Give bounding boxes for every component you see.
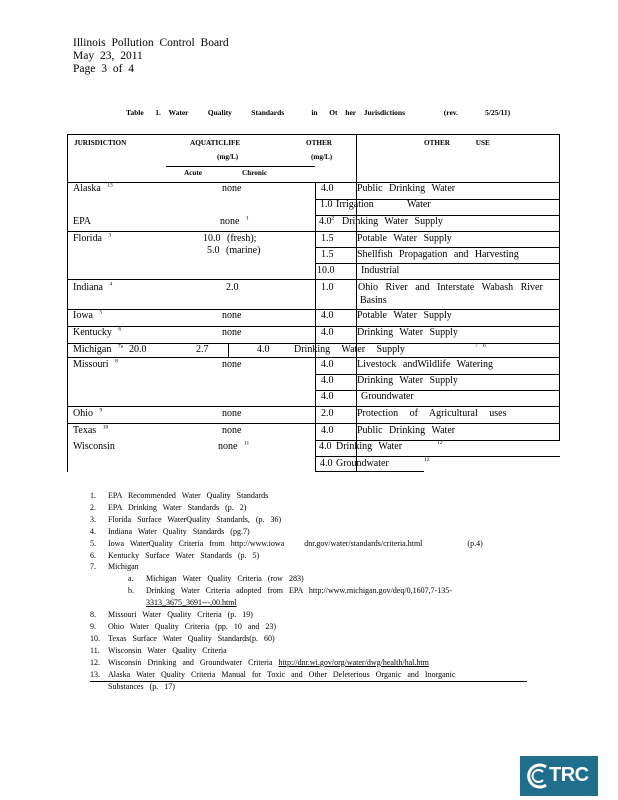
row-texas-use: Public Drinking Water: [357, 425, 456, 436]
row-missouri-other-3: 4.0: [321, 391, 334, 402]
row-epa-other: $4.0^2$: [319, 215, 335, 227]
footnotes: [90, 490, 483, 692]
row-michigan-other: 4.0: [257, 344, 270, 355]
footnote-1: 1. EPA Recommended Water Quality Standards: [90, 491, 269, 500]
header-other-use: OTHER USE: [424, 139, 490, 147]
row-indiana-other: 1.0: [321, 282, 334, 293]
row-kentucky-other: 4.0: [321, 327, 334, 338]
row-kentucky-aquatic: none: [222, 327, 242, 338]
row-epa-use: Drinking Water Supply: [342, 216, 443, 227]
row-ohio-use: Protection of Agricultural uses: [357, 408, 507, 419]
row-wisconsin-aquatic: none $^{11}$: [218, 440, 250, 452]
row-alaska-aquatic: none: [222, 183, 242, 194]
footnote-7b-link[interactable]: http://www.michigan.gov/deq/0,1607,7-135-: [308, 586, 452, 596]
header-aquatic-unit: (mg/L): [217, 153, 239, 161]
row-florida-aquatic-fresh: 10.0 (fresh);: [203, 233, 257, 244]
row-texas-aquatic: none: [222, 425, 242, 436]
row-wisconsin-groundwater: 4.0 Groundwater: [320, 458, 389, 469]
footnote-2: 2. EPA Drinking Water Standards (p. 2): [90, 502, 247, 512]
row-texas-other: 4.0: [321, 425, 334, 436]
row-michigan-name: Michigan $^{7a}$: [73, 343, 124, 355]
document-header: [73, 37, 229, 76]
row-epa-name: EPA: [73, 216, 91, 227]
footnote-7: 7. Michigan: [90, 562, 139, 572]
footnote-13: 13. Alaska Water Quality Criteria Manual for Toxic and Other Deleterious Organic and Inorganic: [90, 669, 456, 679]
row-florida-use-3: Industrial: [361, 265, 400, 276]
row-indiana-use-2: Basins: [360, 295, 387, 306]
row-missouri-use-3: Groundwater: [361, 391, 414, 402]
footnote-8: 8. Missouri Water Quality Criteria (p. 19): [90, 610, 253, 620]
row-indiana-use-1: Ohio River and Interstate Wabash River: [358, 282, 543, 293]
row-ohio-aquatic: none: [222, 408, 242, 419]
header-other-unit: (mg/L): [311, 153, 333, 161]
row-iowa-use: Potable Water Supply: [357, 310, 452, 321]
row-ohio-name: Ohio $^9$: [73, 407, 103, 419]
trc-logo-text: TRC: [549, 764, 589, 786]
row-michigan-use-note: 7 b: [475, 343, 486, 349]
row-wisconsin-use-note: 12: [437, 440, 443, 446]
header-date: May 23, 2011: [73, 50, 143, 62]
row-alaska-name: Alaska $^{13}$: [73, 182, 113, 194]
row-texas-name: Texas $^{10}$: [73, 424, 109, 436]
row-alaska-other: 4.0: [321, 183, 334, 194]
row-kentucky-use: Drinking Water Supply: [357, 327, 458, 338]
header-aquaticlife: AQUATICLIFE: [190, 139, 241, 147]
header-acute: Acute: [184, 169, 202, 177]
footnote-divider: [90, 681, 527, 682]
row-florida-name: Florida $^3$: [73, 232, 112, 244]
row-missouri-other-2: 4.0: [321, 375, 334, 386]
trc-logo-icon: [526, 762, 550, 790]
table-caption: Table 1. Water Quality Standards in Ot her Jurisdictions (rev. 5/25/11): [126, 108, 511, 117]
footnote-10: 10. Texas Surface Water Quality Standards(p. 60): [90, 633, 275, 643]
row-michigan-use: Drinking Water Supply: [294, 344, 405, 355]
row-wisconsin-name: Wisconsin: [73, 441, 115, 452]
row-florida-other-3: 10.0: [317, 265, 335, 276]
row-kentucky-name: Kentucky $^6$: [73, 326, 122, 338]
trc-logo: [520, 756, 598, 796]
row-iowa-name: Iowa $^5$: [73, 309, 103, 321]
header-jurisdiction: JURISDICTION: [74, 139, 127, 147]
header-chronic: Chronic: [242, 169, 268, 177]
row-missouri-name: Missouri $^8$: [73, 358, 118, 370]
row-indiana-aquatic: 2.0: [226, 282, 239, 293]
row-alaska-irrigation: 1.0 Irrigation: [320, 199, 374, 210]
row-indiana-name: Indiana $^4$: [73, 281, 113, 293]
row-alaska-use: Public Drinking Water: [357, 183, 456, 194]
footnote-12: 12. Wisconsin Drinking and Groundwater Criteria http://dnr.wi.gov/org/water/dwg/health/hal.htm: [90, 657, 429, 667]
row-iowa-aquatic: none: [222, 310, 242, 321]
footnote-7b-cont: [128, 597, 521, 609]
footnote-7b-link-2[interactable]: 3313_3675_3691---,00.html: [146, 598, 237, 608]
header-other: OTHER: [306, 139, 332, 147]
footnote-9: 9. Ohio Water Quality Criteria (pp. 10 and 23): [90, 621, 277, 631]
row-michigan-chronic: 2.7: [196, 344, 209, 355]
footnote-13-cont: Substances (p. 17): [108, 681, 175, 691]
row-missouri-use-2: Drinking Water Supply: [357, 375, 458, 386]
standards-table: [67, 134, 560, 474]
footnote-7b: b. Drinking Water Criteria adopted from EPA http://www.michigan.gov/deq/0,1607,7-135-: [128, 586, 452, 596]
footnote-6: 6. Kentucky Surface Water Standards (p. 5): [90, 550, 260, 560]
footnote-5-link[interactable]: http://www.iowa dnr.gov/water/standards/criteria.html: [230, 538, 423, 548]
row-alaska-irrigation-use: Water: [407, 199, 431, 210]
row-florida-use-1: Potable Water Supply: [357, 233, 452, 244]
row-wisconsin-other: 4.0: [319, 441, 332, 452]
footnote-12-link[interactable]: http://dnr.wi.gov/org/water/dwg/health/hal.htm: [278, 657, 429, 667]
row-missouri-use-1: Livestock andWildlife Watering: [357, 359, 494, 370]
row-florida-other-1: 1.5: [321, 233, 334, 244]
footnote-3: 3. Florida Surface WaterQuality Standards, (p. 36): [90, 514, 282, 524]
header-page: Page 3 of 4: [73, 63, 135, 75]
header-org: Illinois Pollution Control Board: [73, 37, 229, 49]
row-ohio-other: 2.0: [321, 408, 334, 419]
footnote-5: 5. Iowa WaterQuality Criteria from http://www.iowa dnr.gov/water/standards/criteria.html (p.4): [90, 538, 483, 548]
row-epa-aquatic: none $^1$: [220, 215, 249, 227]
footnote-11: 11. Wisconsin Water Quality Criteria: [90, 645, 227, 655]
footnote-4: 4. Indiana Water Quality Standards (pg.7): [90, 526, 250, 536]
footnote-7a: a. Michigan Water Quality Criteria (row 283): [128, 574, 304, 584]
row-florida-use-2: Shellfish Propagation and Harvesting: [357, 249, 519, 260]
row-florida-other-2: 1.5: [321, 249, 334, 260]
row-missouri-aquatic: none: [222, 359, 242, 370]
row-wisconsin-groundwater-note: 12: [424, 457, 430, 463]
row-michigan-acute: 20.0: [129, 344, 147, 355]
row-iowa-other: 4.0: [321, 310, 334, 321]
row-wisconsin-use: Drinking Water: [336, 441, 403, 452]
row-missouri-other-1: 4.0: [321, 359, 334, 370]
row-florida-aquatic-marine: 5.0 (marine): [207, 245, 261, 256]
